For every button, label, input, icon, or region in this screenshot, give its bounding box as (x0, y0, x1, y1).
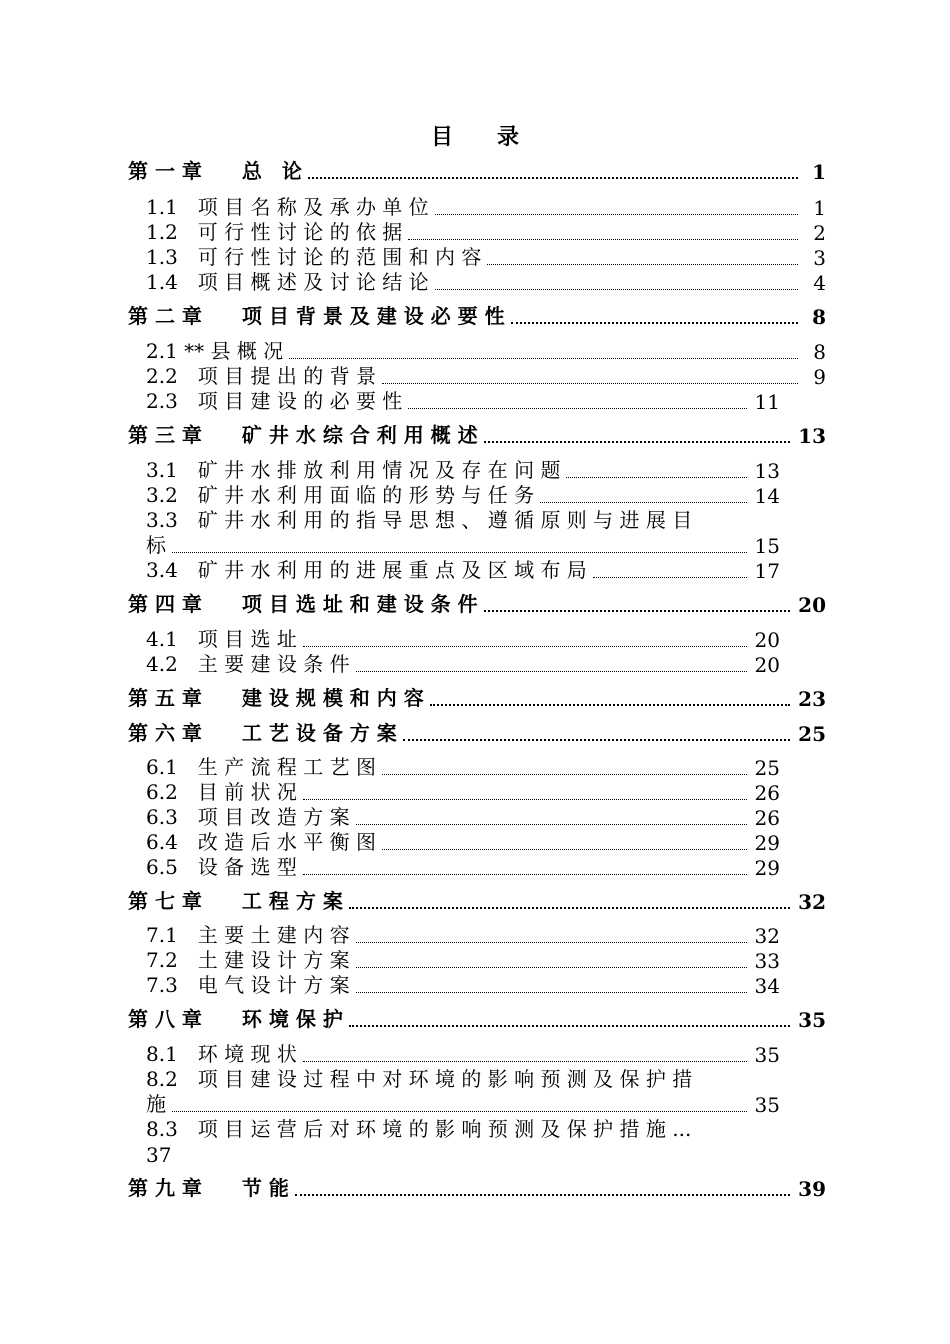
toc-entry-title: 第 二 章 项 目 背 景 及 建 设 必 要 性 (128, 304, 505, 328)
toc-entry-title: 标 (146, 533, 166, 557)
toc-entry-title: 6.1 生 产 流 程 工 艺 图 (146, 755, 376, 779)
toc-page-number: 29 (754, 831, 780, 855)
toc-entry-title: 第 八 章 环 境 保 护 (128, 1007, 343, 1031)
toc-entry-title: 第 九 章 节 能 (128, 1176, 289, 1200)
dot-leader (435, 198, 798, 220)
toc-page-number: 25 (754, 756, 780, 780)
toc-section-row[interactable]: 3.3 矿 井 水 利 用 的 指 导 思 想 、 遵 循 原 则 与 进 展 目 (146, 508, 693, 532)
toc-chapter-row[interactable] (128, 888, 826, 914)
toc-entry-title: 7.3 电 气 设 计 方 案 (146, 973, 350, 997)
toc-entry-title: 第 五 章 建 设 规 模 和 内 容 (128, 686, 424, 710)
toc-page-number: 23 (798, 687, 826, 711)
toc-page-number: 1 (813, 196, 826, 220)
toc-page-number: 1 (812, 160, 826, 184)
toc-page-number: 32 (754, 924, 780, 948)
dot-leader (430, 689, 790, 711)
toc-page-number: 14 (754, 484, 780, 508)
toc-chapter-row[interactable] (128, 720, 826, 746)
dot-leader (356, 926, 747, 948)
dot-leader (408, 392, 746, 414)
dot-leader (566, 461, 746, 483)
toc-entry-title: 2.1 ** 县 概 况 (146, 339, 284, 363)
toc-entry-title: 2.2 项 目 提 出 的 背 景 (146, 364, 376, 388)
toc-section-row[interactable]: 8.3 项 目 运 营 后 对 环 境 的 影 响 预 测 及 保 护 措 施 ... (146, 1117, 692, 1141)
dot-leader (349, 892, 790, 914)
toc-chapter-row[interactable] (128, 591, 826, 617)
dot-leader (484, 426, 791, 448)
toc-page-number: 39 (798, 1177, 826, 1201)
toc-page-number: 26 (754, 781, 780, 805)
toc-entry-title: 6.5 设 备 选 型 (146, 855, 297, 879)
toc-section-row[interactable] (146, 972, 780, 998)
toc-entry-title: 第 六 章 工 艺 设 备 方 案 (128, 721, 397, 745)
toc-page-number: 29 (754, 856, 780, 880)
dot-leader (511, 307, 798, 329)
dot-leader (484, 595, 791, 617)
toc-entry-title: 2.3 项 目 建 设 的 必 要 性 (146, 389, 403, 413)
toc-entry-title: 施 (146, 1092, 166, 1116)
dot-leader (349, 1010, 790, 1032)
toc-section-row[interactable] (146, 854, 780, 880)
toc-entry-title: 1.1 项 目 名 称 及 承 办 单 位 (146, 195, 429, 219)
toc-page-number: 9 (813, 365, 826, 389)
toc-page-number: 17 (754, 559, 780, 583)
toc-entry-title: 1.2 可 行 性 讨 论 的 依 据 (146, 220, 403, 244)
dot-leader (403, 724, 790, 746)
dot-leader (356, 655, 747, 677)
toc-chapter-row[interactable] (128, 158, 826, 184)
toc-section-row[interactable]: 8.2 项 目 建 设 过 程 中 对 环 境 的 影 响 预 测 及 保 护 措 (146, 1067, 693, 1091)
dot-leader (487, 248, 798, 270)
toc-entry-title: 第 七 章 工 程 方 案 (128, 889, 343, 913)
toc-chapter-row[interactable] (128, 1006, 826, 1032)
toc-page-number: 26 (754, 806, 780, 830)
toc-page-number: 4 (813, 271, 826, 295)
dot-leader (303, 783, 747, 805)
dot-leader (356, 951, 747, 973)
toc-entry-title: 第 四 章 项 目 选 址 和 建 设 条 件 (128, 592, 478, 616)
toc-chapter-row[interactable] (128, 422, 826, 448)
toc-section-row[interactable] (146, 388, 780, 414)
dot-leader (303, 858, 747, 880)
toc-page-number: 8 (812, 305, 826, 329)
toc-entry-title: 3.4 矿 井 水 利 用 的 进 展 重 点 及 区 域 布 局 (146, 558, 587, 582)
dot-leader (308, 162, 798, 184)
toc-page-number: 34 (754, 974, 780, 998)
toc-page-number: 25 (798, 722, 826, 746)
toc-entry-title: 6.3 项 目 改 造 方 案 (146, 805, 350, 829)
toc-entry-title: 第 一 章 总 论 (128, 159, 302, 183)
toc-page-number: 32 (798, 890, 826, 914)
toc-section-row[interactable] (146, 269, 826, 295)
dot-leader (382, 367, 798, 389)
toc-page-number: 35 (798, 1008, 826, 1032)
toc-entry-title: 6.4 改 造 后 水 平 衡 图 (146, 830, 376, 854)
toc-page-number: 13 (754, 459, 780, 483)
toc-page-number: 20 (798, 593, 826, 617)
toc-page-number: 13 (798, 424, 826, 448)
toc-entry-title: 7.2 土 建 设 计 方 案 (146, 948, 350, 972)
toc-entry-title: 7.1 主 要 土 建 内 容 (146, 923, 350, 947)
toc-page-number: 15 (754, 534, 780, 558)
toc-page-number: 11 (754, 390, 780, 414)
toc-entry-title: 3.1 矿 井 水 排 放 利 用 情 况 及 存 在 问 题 (146, 458, 561, 482)
toc-entry-title: 6.2 目 前 状 况 (146, 780, 297, 804)
toc-chapter-row[interactable] (128, 1175, 826, 1201)
toc-chapter-row[interactable] (128, 685, 826, 711)
toc-page-number: 8 (813, 340, 826, 364)
toc-page-number: 3 (813, 246, 826, 270)
dot-leader (435, 273, 798, 295)
toc-page-number: 2 (813, 221, 826, 245)
toc-page-number: 37 (146, 1143, 172, 1167)
toc-entry-title: 1.4 项 目 概 述 及 讨 论 结 论 (146, 270, 429, 294)
toc-section-row[interactable] (146, 651, 780, 677)
toc-entry-title: 第 三 章 矿 井 水 综 合 利 用 概 述 (128, 423, 478, 447)
dot-leader (382, 758, 747, 780)
toc-entry-title: 4.1 项 目 选 址 (146, 627, 297, 651)
toc-title: 目 录 (430, 124, 519, 150)
dot-leader (295, 1179, 790, 1201)
dot-leader (593, 561, 747, 583)
toc-entry-title: 8.1 环 境 现 状 (146, 1042, 297, 1066)
toc-entry-title: 4.2 主 要 建 设 条 件 (146, 652, 350, 676)
toc-page-number: 35 (754, 1043, 780, 1067)
toc-page-number: 33 (754, 949, 780, 973)
dot-leader (303, 630, 747, 652)
toc-entry-title: 3.2 矿 井 水 利 用 面 临 的 形 势 与 任 务 (146, 483, 535, 507)
dot-leader (356, 808, 747, 830)
toc-page-number: 35 (754, 1093, 780, 1117)
toc-page-number: 20 (754, 628, 780, 652)
toc-section-row[interactable] (146, 557, 780, 583)
toc-entry-title: 1.3 可 行 性 讨 论 的 范 围 和 内 容 (146, 245, 482, 269)
dot-leader (356, 976, 747, 998)
toc-chapter-row[interactable] (128, 303, 826, 329)
toc-page-number: 20 (754, 653, 780, 677)
dot-leader (382, 833, 747, 855)
